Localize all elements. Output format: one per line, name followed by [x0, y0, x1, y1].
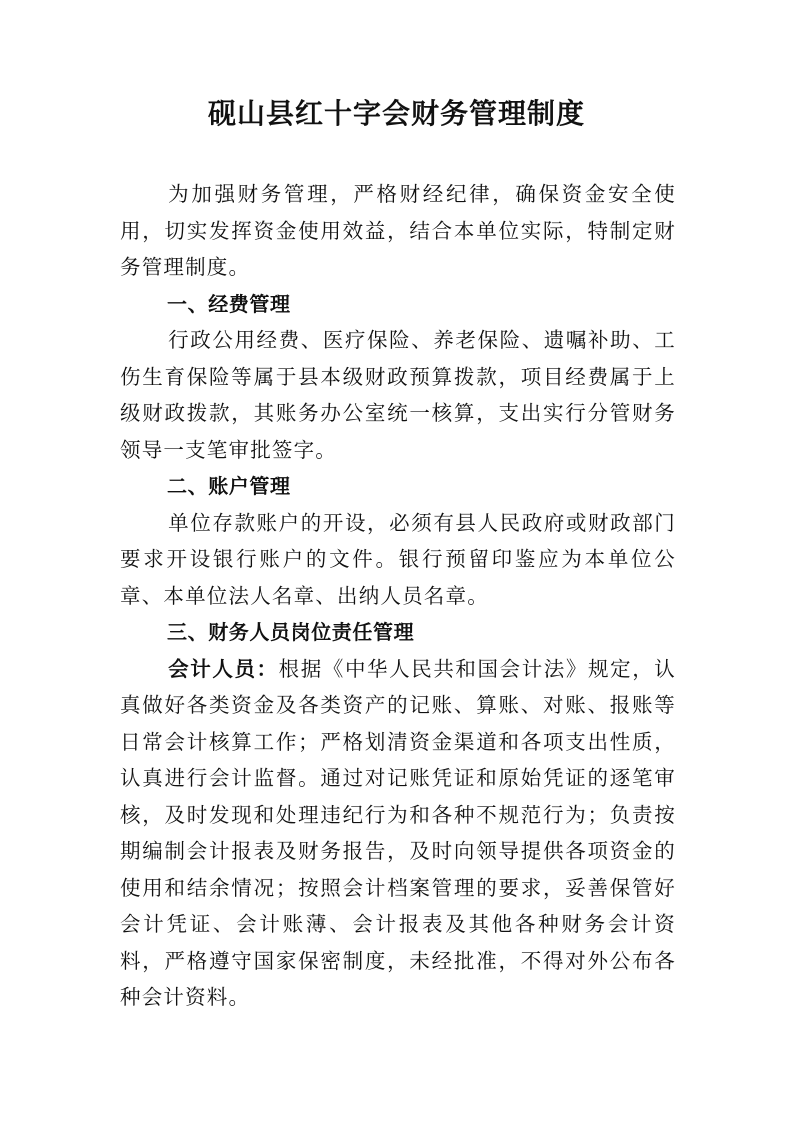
section-heading-accounts: 二、账户管理	[167, 474, 291, 498]
section-body-funding: 行政公用经费、医疗保险、养老保险、遗嘱补助、工伤生育保险等属于县本级财政预算拨款，项目经费属于上级财政拨款，其账务办公室统一核算，支出实行分管财务领导一支笔审批签字。	[120, 328, 676, 462]
document-title: 砚山县红十字会财务管理制度	[207, 97, 585, 130]
accountant-lead-label: 会计人员：	[168, 656, 279, 681]
section-body-accounts: 单位存款账户的开设，必须有县人民政府或财政部门要求开设银行账户的文件。银行预留印鉴应为本单位公章、本单位法人名章、出纳人员名章。	[120, 510, 676, 608]
document-body	[120, 176, 676, 1016]
section-body-staff-duties	[120, 651, 676, 1016]
intro-paragraph: 为加强财务管理，严格财经纪律，确保资金安全使用，切实发挥资金使用效益，结合本单位实际，特制定财务管理制度。	[120, 182, 676, 279]
section-heading-staff-duties: 三、财务人员岗位责任管理	[167, 620, 415, 644]
section-heading-funding: 一、经费管理	[167, 291, 291, 316]
accountant-duties-text: 根据《中华人民共和国会计法》规定，认真做好各类资金及各类资产的记账、算账、对账、报账等日常会计核算工作；严格划清资金渠道和各项支出性质，认真进行会计监督。通过对记账凭证和原始凭证的逐笔审核，及时发现和处理违纪行为和各种不规范行为；负责按期编制会计报表及财务报告，及时向领导提供各项资金的使用和结余情况；按照会计档案管理的要求，妥善保管好会计凭证、会计账薄、会计报表及其他各种财务会计资料，严格遵守国家保密制度，未经批准，不得对外公布各种会计资料。	[120, 656, 676, 1009]
